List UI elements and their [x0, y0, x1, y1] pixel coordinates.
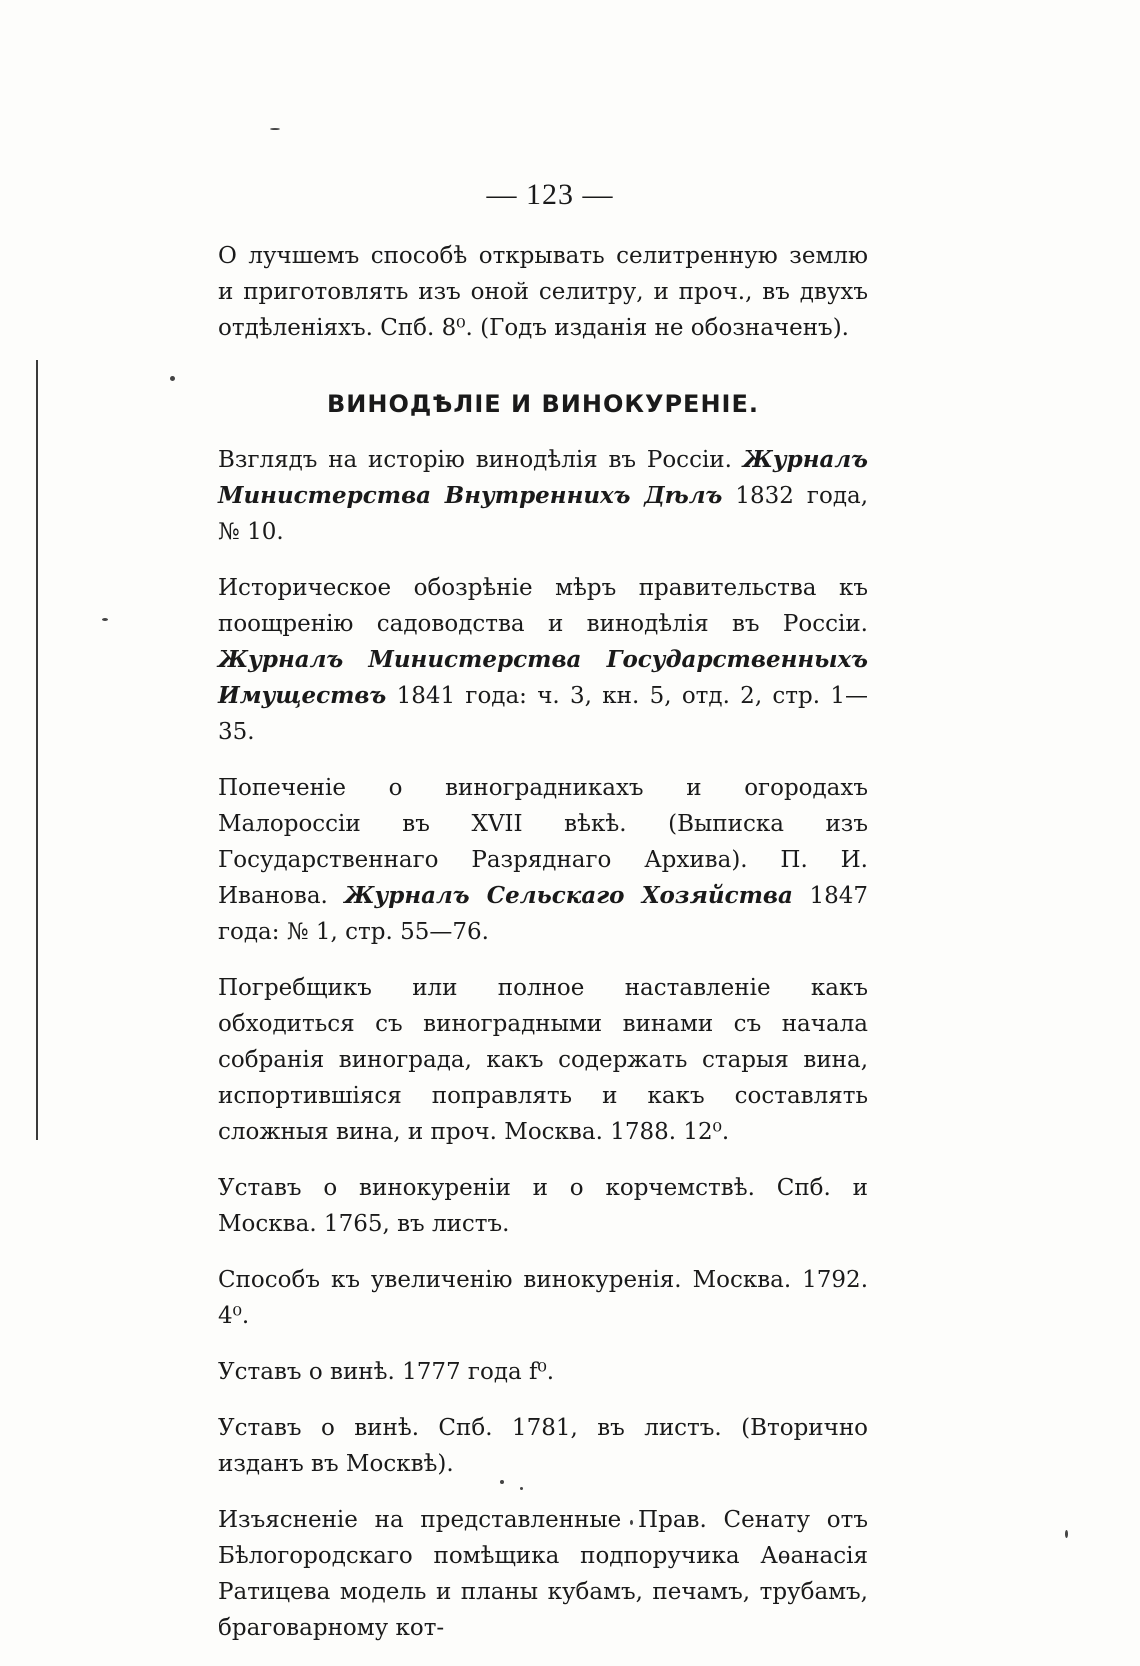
entry-text: Историческое обозрѣніе мѣръ правительства къ поощренію садоводства и винодѣлія въ Россіи. — [218, 575, 868, 637]
lead-entry: О лучшемъ способѣ открывать селитренную землю и приготовлять изъ оной селитру, и проч., въ двухъ отдѣленіяхъ. Спб. 8⁰. (Годъ изданія не обозначенъ). — [218, 243, 868, 341]
bibliography-entry: Изъясненіе на представленные Прав. Сенату отъ Бѣлогородскаго помѣщика подпоручика Аѳанасія Ратицева модель и планы кубамъ, печамъ, трубамъ, браговарному кот- — [218, 1507, 868, 1641]
entry-tail: 1841 года: ч. 3, кн. 5, отд. 2, стр. 1—35. — [218, 683, 868, 745]
text-column — [218, 238, 868, 1666]
bibliography-entry: Способъ къ увеличенію винокуренія. Москва. 1792. 4⁰. — [218, 1267, 868, 1329]
print-speck — [1065, 1530, 1068, 1538]
print-speck — [170, 376, 175, 381]
entry-tail: 1832 года, № 10. — [218, 483, 869, 545]
bibliography-entry — [218, 570, 868, 750]
print-speck — [102, 618, 108, 621]
bibliography-entry: Уставъ о винѣ. Спб. 1781, въ листъ. (Вторично изданъ въ Москвѣ). — [218, 1415, 868, 1477]
page-number: — 123 — — [486, 178, 614, 211]
entry-tail: 1847 года: № 1, стр. 55—76. — [218, 883, 868, 945]
journal-title: Журналъ Министерства Государственныхъ Имуществъ — [218, 646, 868, 709]
bibliography-entry: Уставъ о винокуреніи и о корчемствѣ. Спб. и Москва. 1765, въ листъ. — [218, 1175, 868, 1237]
binding-edge — [36, 360, 38, 1140]
journal-title: Журналъ Сельскаго Хозяйства — [344, 882, 793, 909]
bibliography-entry — [218, 442, 868, 550]
entry-text: Взглядъ на исторію винодѣлія въ Россіи. — [218, 447, 732, 473]
section-heading: ВИНОДѢЛІЕ И ВИНОКУРЕНІЕ. — [327, 390, 759, 418]
journal-title: Журналъ Министерства Внутреннихъ Дѣлъ — [218, 446, 868, 509]
bibliography-entry: Уставъ о винѣ. 1777 года f⁰. — [218, 1359, 555, 1385]
print-speck — [270, 128, 280, 130]
bibliography-entry: Погребщикъ или полное наставленіе какъ обходиться съ виноградными винами съ начала собранія винограда, какъ содержать старыя вина, испортившіяся поправлять и какъ составлять сложныя вина, и проч. Москва. 1788. 12⁰. — [218, 975, 868, 1145]
entry-text: Попеченіе о виноградникахъ и огородахъ Малороссіи въ XVII вѣкѣ. (Выписка изъ Государственнаго Разряднаго Архива). П. И. Иванова. — [218, 775, 868, 909]
bibliography-entry — [218, 770, 868, 950]
